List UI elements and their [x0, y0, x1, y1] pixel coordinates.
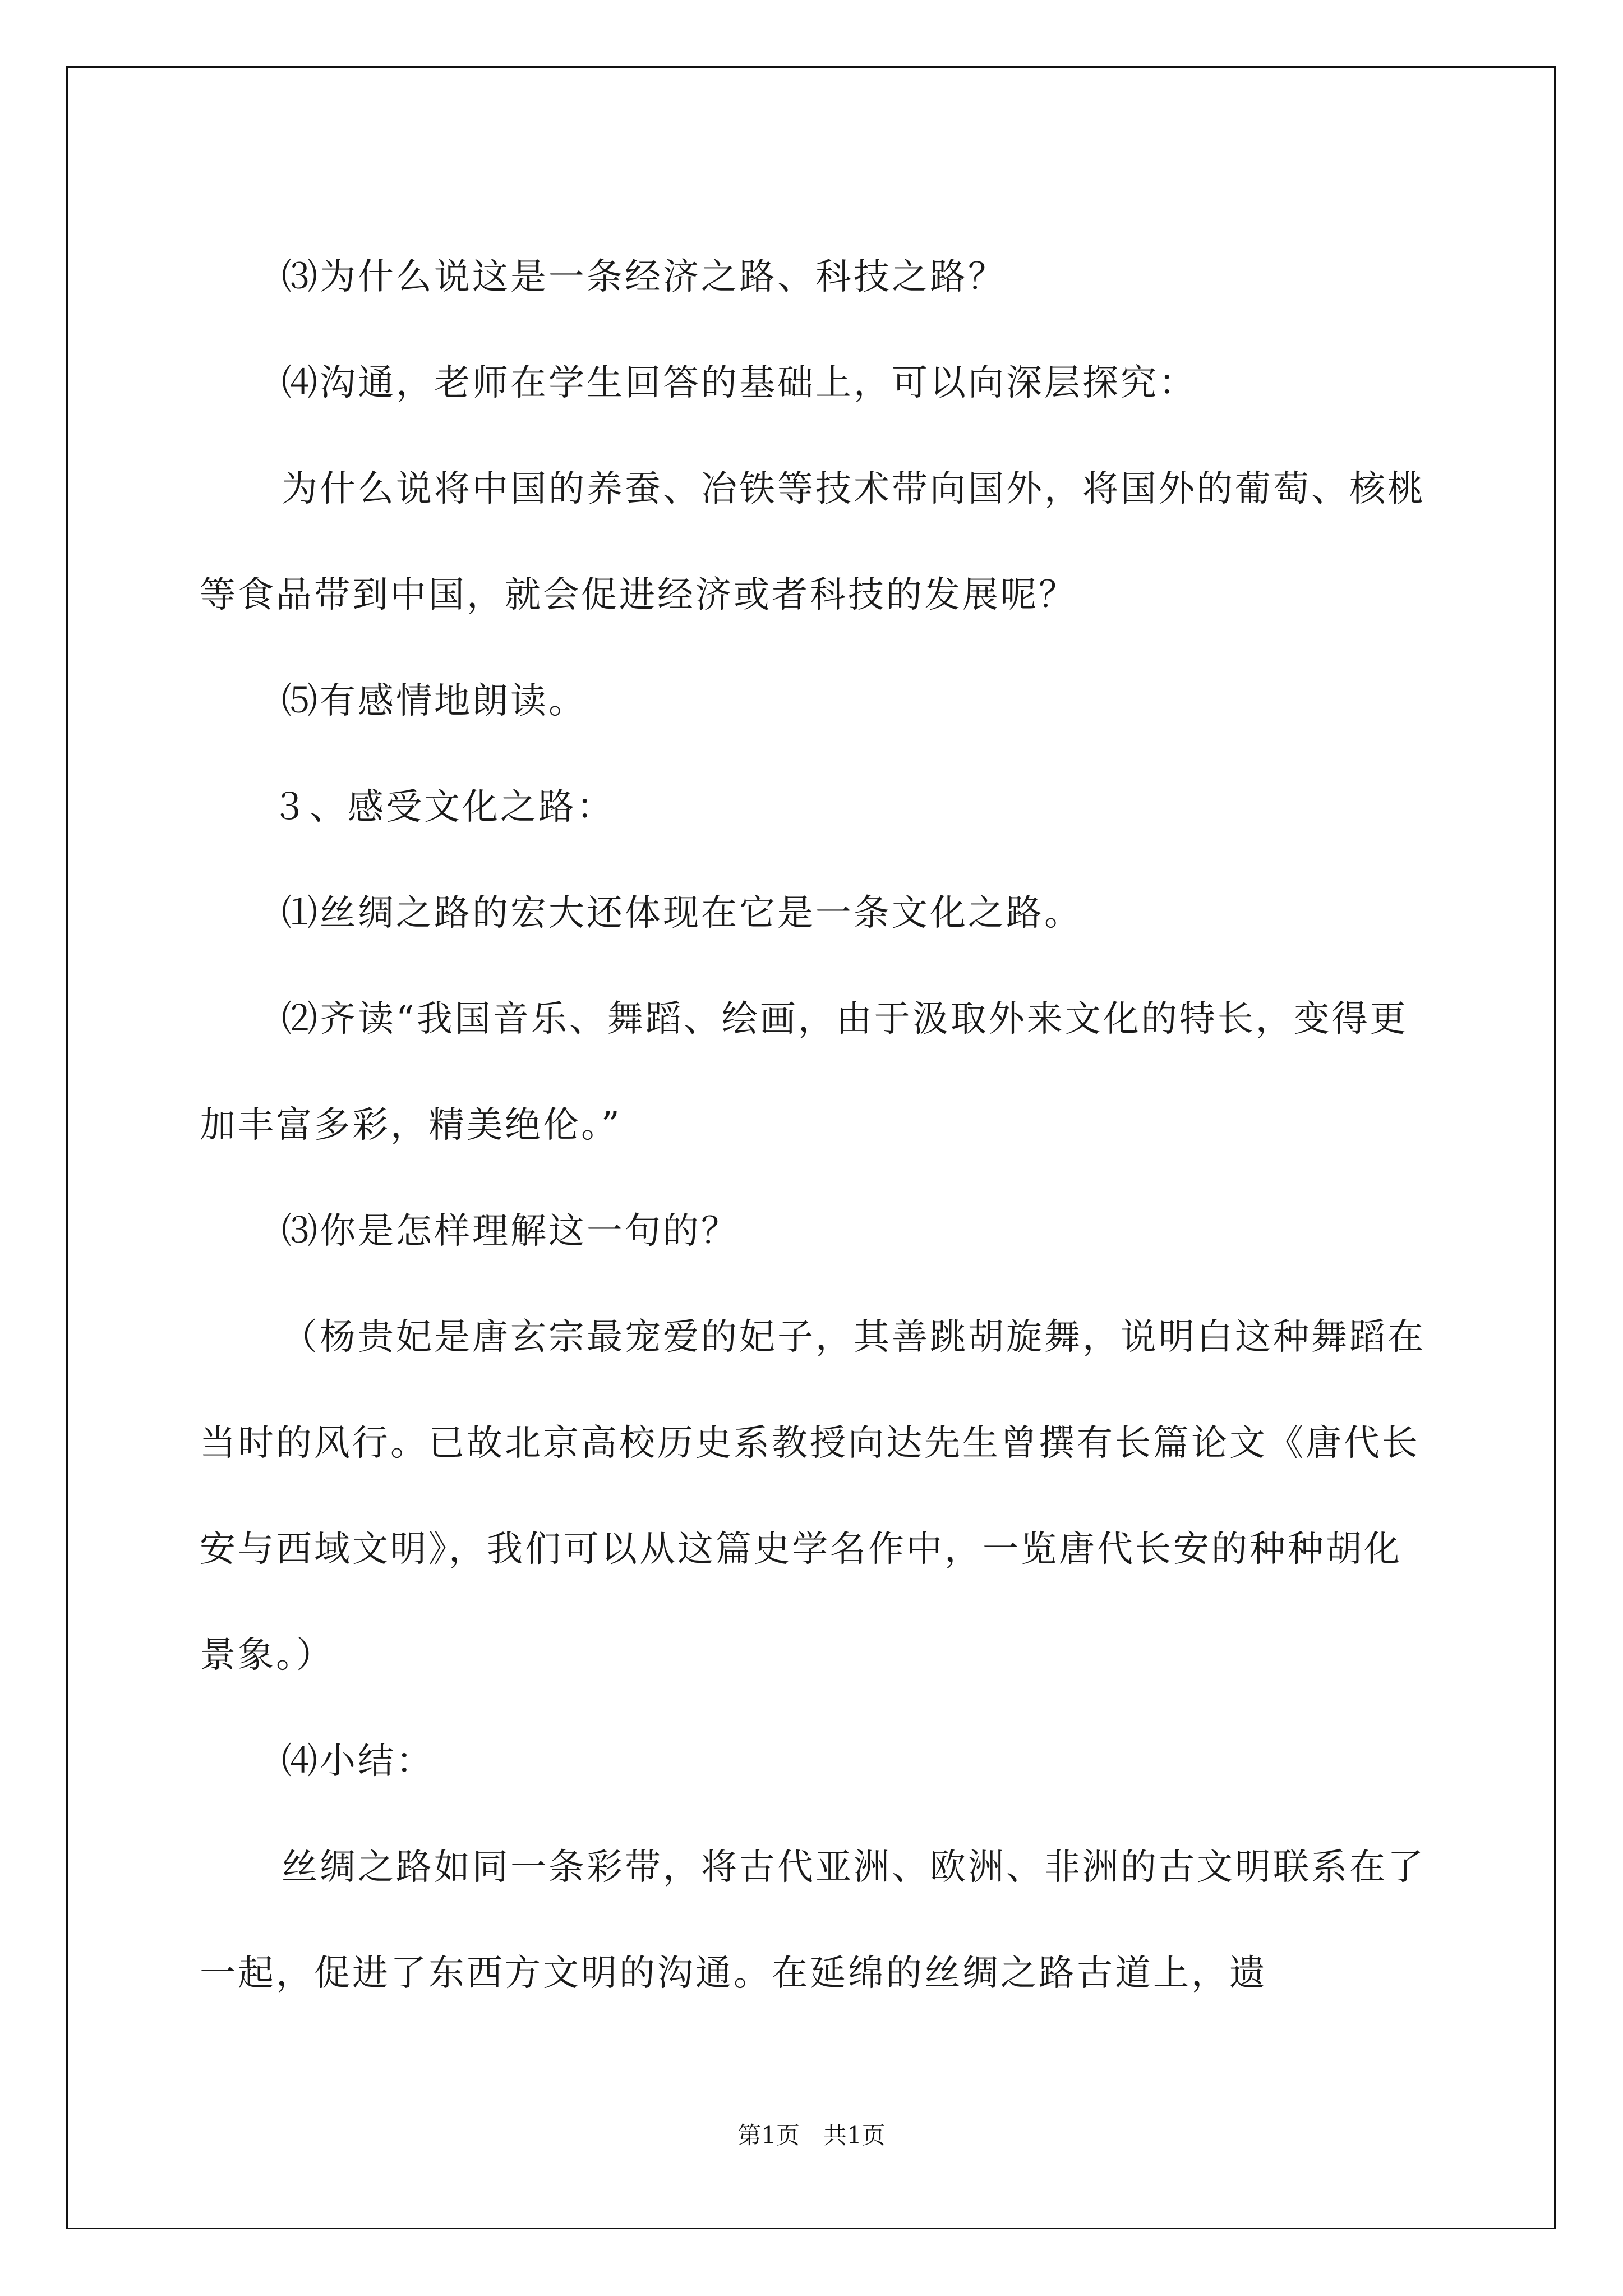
paragraph-summary-text: 丝绸之路如同一条彩带，将古代亚洲、欧洲、非洲的古文明联系在了一起，促进了东西方文明的沟通。在延绵的丝绸之路古道上，遗: [200, 1847, 1426, 1994]
paragraph-q4: ⑷沟通，老师在学生回答的基础上，可以向深层探究：: [282, 362, 1197, 404]
document-body: [200, 224, 1433, 2027]
paragraph-q3: ⑶为什么说这是一条经济之路、科技之路？: [282, 256, 1006, 298]
section-heading-culture-road: ３、感受文化之路：: [271, 786, 615, 828]
paragraph-culture-q3: ⑶你是怎样理解这一句的？: [282, 1211, 739, 1252]
page-footer: 第1页 共1页: [737, 2122, 886, 2149]
paragraph-culture-q1: ⑴丝绸之路的宏大还体现在它是一条文化之路。: [282, 892, 1082, 934]
paragraph-culture-q2: ⑵齐读“我国音乐、舞蹈、绘画，由于汲取外来文化的特长，变得更加丰富多彩，精美绝伦。”: [200, 999, 1408, 1146]
paragraph-why-technology: 为什么说将中国的养蚕、冶铁等技术带向国外，将国外的葡萄、核桃等食品带到中国，就会促进经济或者科技的发展呢？: [200, 468, 1426, 616]
paragraph-yang-guifei: （杨贵妃是唐玄宗最宠爱的妃子，其善跳胡旋舞，说明白这种舞蹈在当时的风行。已故北京高校历史系教授向达先生曾撰有长篇论文《唐代长安与西域文明》，我们可以从这篇史学名作中，一览唐代长安的种种胡化景象。）: [200, 1317, 1426, 1676]
paragraph-summary-label: ⑷小结：: [282, 1741, 434, 1782]
paragraph-q5: ⑸有感情地朗读。: [282, 680, 587, 722]
